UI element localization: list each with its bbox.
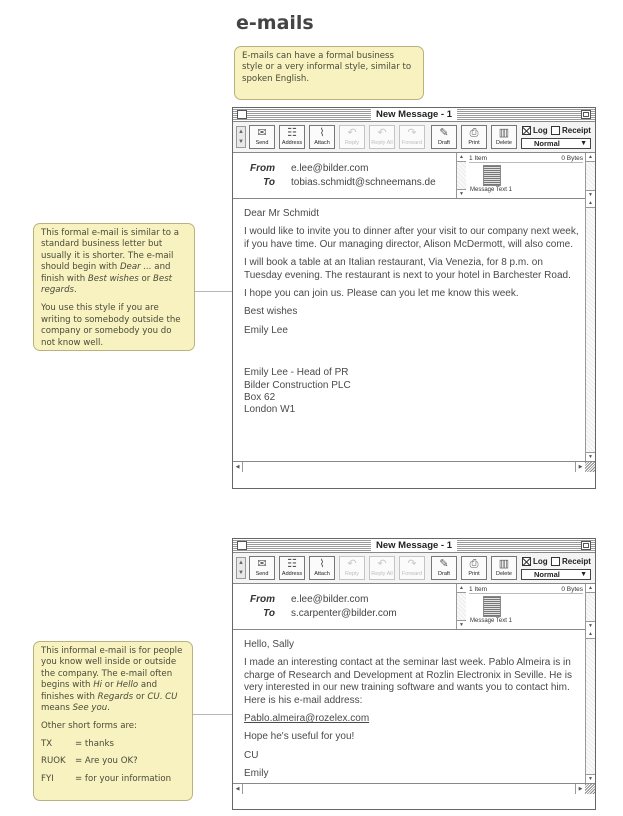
- header-scrollbar[interactable]: ▲ ▼: [456, 153, 466, 198]
- message-window-informal: [232, 538, 596, 810]
- priority-select[interactable]: Normal ▼: [521, 138, 591, 149]
- message-text: [244, 639, 579, 787]
- note-formal: [33, 223, 195, 351]
- send-icon: ✉: [257, 127, 267, 139]
- reply-button[interactable]: ↶ Reply: [339, 556, 365, 580]
- delete-button[interactable]: ▥ Delete: [491, 125, 517, 149]
- printer-icon: ⎙: [469, 127, 479, 139]
- zoom-box[interactable]: [581, 541, 591, 550]
- sender-name: Emily: [244, 768, 269, 780]
- body-paragraph: I made an interesting contact at the seminar last week. Pablo Almeira is in charge of Research and Development at Rozlin Electronix in Seville. He is very interested in our new training software and wants you to contact him. Here is his e-mail address:: [244, 657, 572, 706]
- attachment-scrollbar[interactable]: ▲ ▼: [585, 584, 595, 630]
- delete-button[interactable]: ▥ Delete: [491, 556, 517, 580]
- address-block: [233, 584, 455, 630]
- from-label: From: [250, 163, 275, 174]
- paperclip-icon: ⌇: [319, 558, 325, 570]
- greeting: Dear Mr Schmidt: [244, 208, 320, 219]
- note-informal-other-label: Other short forms are:: [41, 721, 137, 732]
- document-icon[interactable]: [483, 596, 501, 617]
- body-paragraph: I would like to invite you to dinner after your visit to our company next week, if you have time. Our managing director, Alison McDermott, will also come.: [244, 226, 579, 250]
- horizontal-scrollbar[interactable]: ◀ ▶: [233, 461, 595, 472]
- priority-select[interactable]: Normal ▼: [521, 569, 591, 580]
- note-intro: [234, 46, 424, 100]
- note-formal-para2: You use this style if you are writing to somebody outside the company or somebody you do not know well.: [41, 303, 181, 348]
- reply-icon: ↶: [347, 127, 357, 139]
- checkbox-icon: [551, 126, 560, 135]
- checkbox-checked-icon: [522, 126, 531, 135]
- message-header: [233, 584, 595, 630]
- reply-all-button[interactable]: ↶ Reply All: [369, 556, 395, 580]
- reply-all-button[interactable]: ↶ Reply All: [369, 125, 395, 149]
- page-title: e-mails: [236, 12, 314, 34]
- message-text: [244, 208, 579, 417]
- chevron-down-icon: ▼: [580, 571, 587, 578]
- attachment-info: 1 Item 0 Bytes: [469, 586, 583, 593]
- pencil-icon: ✎: [439, 558, 449, 570]
- short-form-row: RUOK = Are you OK?: [41, 756, 138, 767]
- draft-button[interactable]: ✎ Draft: [431, 125, 457, 149]
- forward-button[interactable]: ↷ Forward: [399, 125, 425, 149]
- address-button[interactable]: ☷ Address: [279, 125, 305, 149]
- checkbox-icon: [551, 557, 560, 566]
- signature-block: Emily Lee - Head of PR Bilder Construction PLC Box 62 London W1: [244, 367, 351, 416]
- attach-button[interactable]: ⌇ Attach: [309, 125, 335, 149]
- body-scrollbar[interactable]: ▲ ▼: [585, 199, 595, 461]
- email-link[interactable]: Pablo.almeira@rozelex.com: [244, 713, 370, 725]
- body-paragraph: I will book a table at an Italian restaurant, Via Venezia, for 8 p.m. on Tuesday evening. The restaurant is next to your hotel in Barchester Road.: [244, 257, 571, 281]
- from-field[interactable]: e.lee@bilder.com: [291, 163, 369, 174]
- attachment-panel: [467, 584, 595, 630]
- attachment-name: Message Text 1: [470, 187, 512, 193]
- send-button[interactable]: ✉ Send: [249, 125, 275, 149]
- forward-icon: ↷: [407, 127, 417, 139]
- print-button[interactable]: ⎙ Print: [461, 556, 487, 580]
- resize-grip[interactable]: [585, 462, 595, 472]
- attachment-info: 1 Item 0 Bytes: [469, 155, 583, 162]
- trash-icon: ▥: [498, 558, 510, 570]
- forward-button[interactable]: ↷ Forward: [399, 556, 425, 580]
- short-form-row: TX = thanks: [41, 738, 114, 749]
- title-bar[interactable]: [233, 108, 595, 122]
- paperclip-icon: ⌇: [319, 127, 325, 139]
- message-body[interactable]: [233, 199, 595, 472]
- toolbar: [233, 122, 595, 153]
- note-formal-para1: This formal e-mail is similar to a standard business letter but usually it is shorter. The e-mail should begin with Dear ... and finish with Best wishes or Best regards.: [41, 228, 180, 296]
- pencil-icon: ✎: [439, 127, 449, 139]
- window-title: New Message - 1: [371, 108, 457, 121]
- message-body[interactable]: [233, 630, 595, 794]
- note-intro-text: E-mails can have a formal business style or a very informal style, similar to spoken English.: [242, 51, 412, 84]
- body-paragraph: I hope you can join us. Please can you let me know this week.: [244, 288, 519, 300]
- zoom-box[interactable]: [581, 110, 591, 119]
- attachment-panel: [467, 153, 595, 199]
- address-book-icon: ☷: [287, 127, 297, 139]
- document-icon[interactable]: [483, 165, 501, 186]
- trash-icon: ▥: [498, 127, 510, 139]
- reply-button[interactable]: ↶ Reply: [339, 125, 365, 149]
- send-button[interactable]: ✉ Send: [249, 556, 275, 580]
- log-checkbox[interactable]: Log: [522, 557, 548, 566]
- address-button[interactable]: ☷ Address: [279, 556, 305, 580]
- closing: CU: [244, 749, 259, 761]
- address-book-icon: ☷: [287, 558, 297, 570]
- from-label: From: [250, 594, 275, 605]
- horizontal-scrollbar[interactable]: ◀ ▶: [233, 783, 595, 794]
- log-checkbox[interactable]: Log: [522, 126, 548, 135]
- from-field[interactable]: e.lee@bilder.com: [291, 594, 369, 605]
- toolbar-collapse-icon[interactable]: ▲ ▼: [236, 126, 246, 148]
- greeting: Hello, Sally: [244, 639, 295, 650]
- draft-button[interactable]: ✎ Draft: [431, 556, 457, 580]
- to-field[interactable]: s.carpenter@bilder.com: [291, 608, 397, 619]
- checkbox-checked-icon: [522, 557, 531, 566]
- receipt-checkbox[interactable]: Receipt: [551, 126, 591, 135]
- receipt-checkbox[interactable]: Receipt: [551, 557, 591, 566]
- attach-button[interactable]: ⌇ Attach: [309, 556, 335, 580]
- print-button[interactable]: ⎙ Print: [461, 125, 487, 149]
- to-label: To: [263, 177, 275, 188]
- attachment-scrollbar[interactable]: ▲ ▼: [585, 153, 595, 199]
- short-form-row: FYI = for your information: [41, 773, 172, 784]
- body-paragraph: Hope he's useful for you!: [244, 731, 355, 743]
- message-window-formal: [232, 107, 596, 489]
- to-label: To: [263, 608, 275, 619]
- note-informal: [33, 641, 193, 801]
- reply-all-icon: ↶: [377, 558, 387, 570]
- resize-grip[interactable]: [585, 784, 595, 794]
- header-scrollbar[interactable]: ▲ ▼: [456, 584, 466, 629]
- chevron-down-icon: ▼: [580, 140, 587, 147]
- send-icon: ✉: [257, 558, 267, 570]
- printer-icon: ⎙: [469, 558, 479, 570]
- message-header: [233, 153, 595, 199]
- close-box[interactable]: [237, 110, 247, 119]
- close-box[interactable]: [237, 541, 247, 550]
- attachment-name: Message Text 1: [470, 618, 512, 624]
- forward-icon: ↷: [407, 558, 417, 570]
- sender-name: Emily Lee: [244, 324, 288, 336]
- reply-icon: ↶: [347, 558, 357, 570]
- toolbar: [233, 553, 595, 584]
- reply-all-icon: ↶: [377, 127, 387, 139]
- to-field[interactable]: tobias.schmidt@schneemans.de: [291, 177, 436, 188]
- note-informal-para1: This informal e-mail is for people you know well inside or outside the company. The e-mail often begins with Hi or Hello and finishes with Regards or CU. CU means See you.: [41, 646, 183, 714]
- title-bar[interactable]: [233, 539, 595, 553]
- window-title: New Message - 1: [371, 539, 457, 552]
- address-block: [233, 153, 455, 199]
- body-scrollbar[interactable]: ▲ ▼: [585, 630, 595, 783]
- closing: Best wishes: [244, 306, 298, 318]
- toolbar-collapse-icon[interactable]: ▲ ▼: [236, 557, 246, 579]
